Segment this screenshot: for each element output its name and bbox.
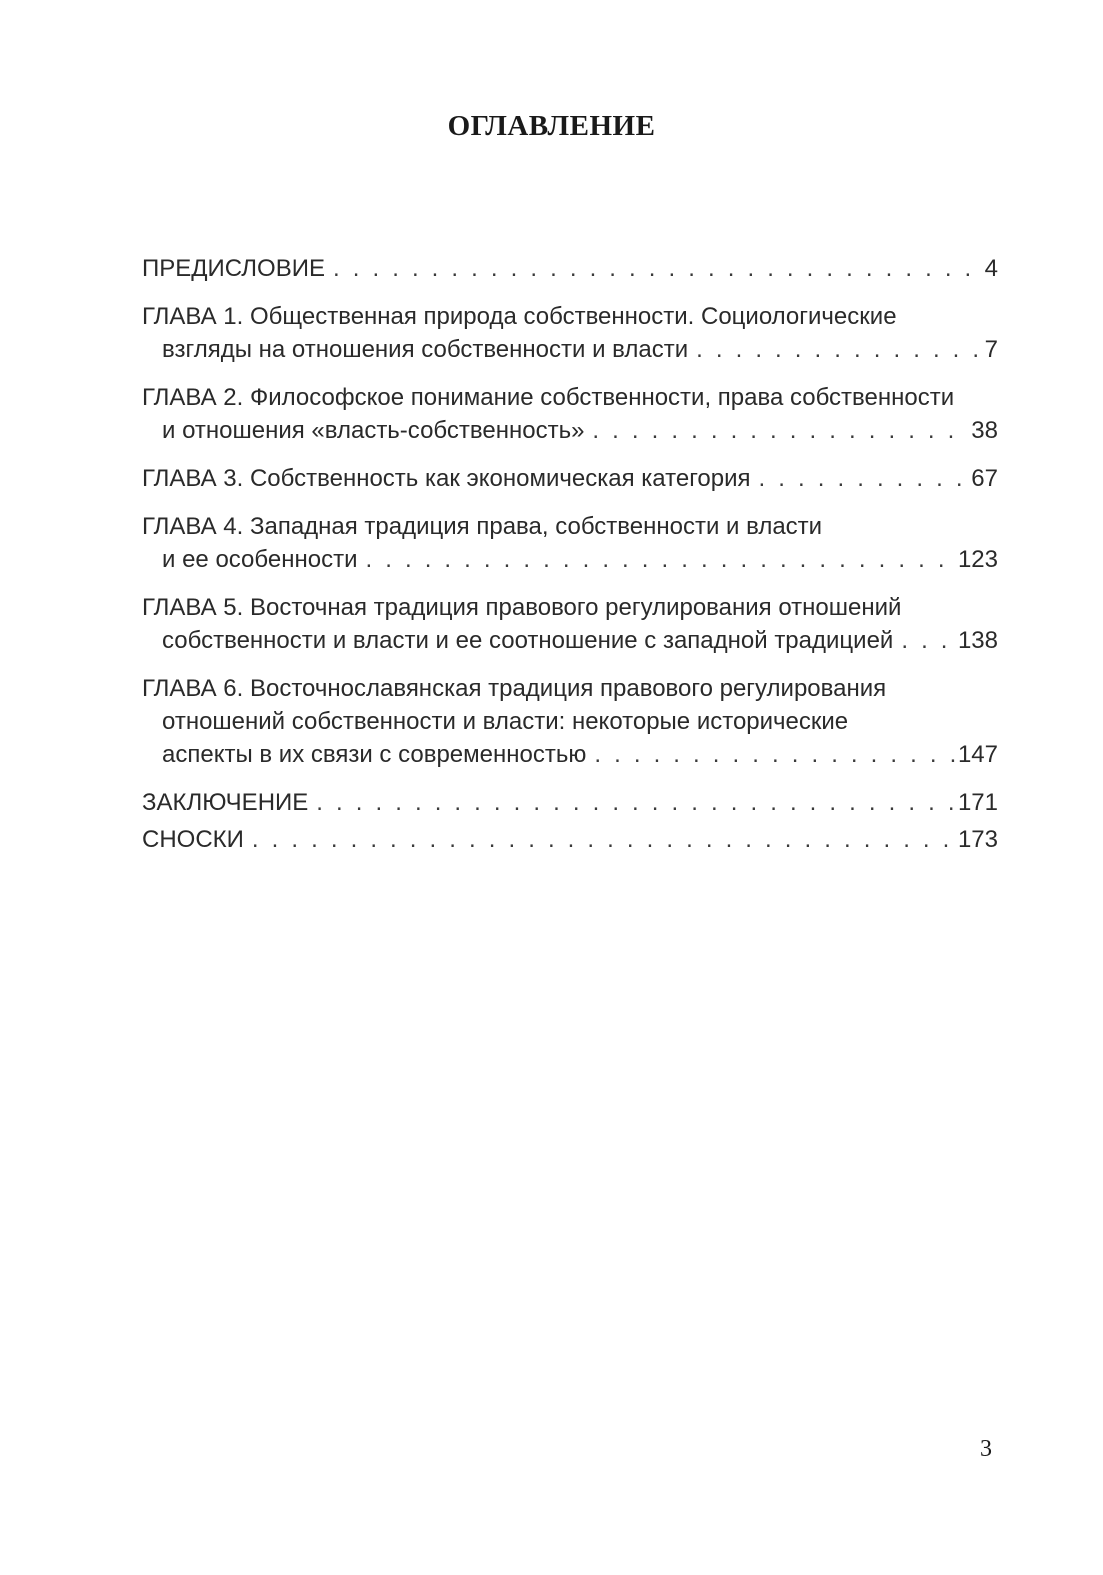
toc-entry-title-line: отношений собственности и власти: некоторые исторические — [162, 708, 849, 735]
toc-entry-line — [142, 738, 998, 771]
toc-entry-footnotes[interactable] — [142, 823, 998, 856]
toc-entry-page: 123 — [957, 546, 998, 573]
toc-entry-title-continuation: и отношения «власть-собственность» — [162, 417, 585, 444]
dot-leader — [696, 333, 983, 366]
toc-entry-title: СНОСКИ — [142, 826, 244, 853]
toc-entry-title-line: ГЛАВА 5. Восточная традиция правового регулирования отношений — [142, 594, 902, 621]
dot-leader — [252, 823, 956, 856]
toc-entry-chapter-6[interactable] — [142, 672, 998, 771]
toc-entry-page: 138 — [957, 627, 998, 654]
toc-entry-title: ПРЕДИСЛОВИЕ — [142, 255, 325, 282]
dot-leader — [594, 738, 956, 771]
toc-entry-chapter-1[interactable] — [142, 300, 998, 366]
toc-entry-line — [142, 414, 998, 447]
toc-entry-title-continuation: и ее особенности — [162, 546, 358, 573]
toc-entry-line — [142, 333, 998, 366]
toc-entry-chapter-3[interactable] — [142, 462, 998, 495]
table-of-contents — [142, 252, 998, 871]
toc-entry-title: ЗАКЛЮЧЕНИЕ — [142, 789, 309, 816]
toc-entry-line — [142, 252, 998, 285]
page-number: 3 — [980, 1436, 992, 1462]
toc-entry-title-continuation: взгляды на отношения собственности и власти — [162, 336, 689, 363]
toc-entry-line — [142, 786, 998, 819]
toc-entry-title: ГЛАВА 3. Собственность как экономическая категория — [142, 465, 751, 492]
dot-leader — [316, 786, 956, 819]
toc-entry-line — [142, 462, 998, 495]
dot-leader — [901, 624, 956, 657]
toc-entry-page: 38 — [971, 417, 998, 444]
toc-entry-page: 173 — [957, 826, 998, 853]
toc-entry-title-line: ГЛАВА 1. Общественная природа собственности. Социологические — [142, 303, 897, 330]
toc-entry-chapter-4[interactable] — [142, 510, 998, 576]
page-title: ОГЛАВЛЕНИЕ — [447, 110, 656, 142]
dot-leader — [333, 252, 983, 285]
toc-entry-preface[interactable] — [142, 252, 998, 285]
toc-entry-title-continuation: собственности и власти и ее соотношение с западной традицией — [162, 627, 894, 654]
toc-entry-line — [142, 543, 998, 576]
toc-entry-line — [142, 624, 998, 657]
toc-entry-page: 67 — [971, 465, 998, 492]
dot-leader — [592, 414, 969, 447]
toc-entry-title-line: ГЛАВА 2. Философское понимание собственности, права собственности — [142, 384, 955, 411]
toc-entry-line — [142, 823, 998, 856]
toc-entry-conclusion[interactable] — [142, 786, 998, 819]
dot-leader — [759, 462, 970, 495]
toc-entry-page: 171 — [957, 789, 998, 816]
toc-entry-page: 7 — [984, 336, 998, 363]
toc-entry-page: 147 — [957, 741, 998, 768]
toc-entry-title-continuation: аспекты в их связи с современностью — [162, 741, 587, 768]
toc-entry-title-line: ГЛАВА 4. Западная традиция права, собственности и власти — [142, 513, 823, 540]
toc-entry-page: 4 — [984, 255, 998, 282]
toc-entry-chapter-2[interactable] — [142, 381, 998, 447]
dot-leader — [365, 543, 955, 576]
toc-entry-title-line: ГЛАВА 6. Восточнославянская традиция правового регулирования — [142, 675, 887, 702]
toc-entry-chapter-5[interactable] — [142, 591, 998, 657]
